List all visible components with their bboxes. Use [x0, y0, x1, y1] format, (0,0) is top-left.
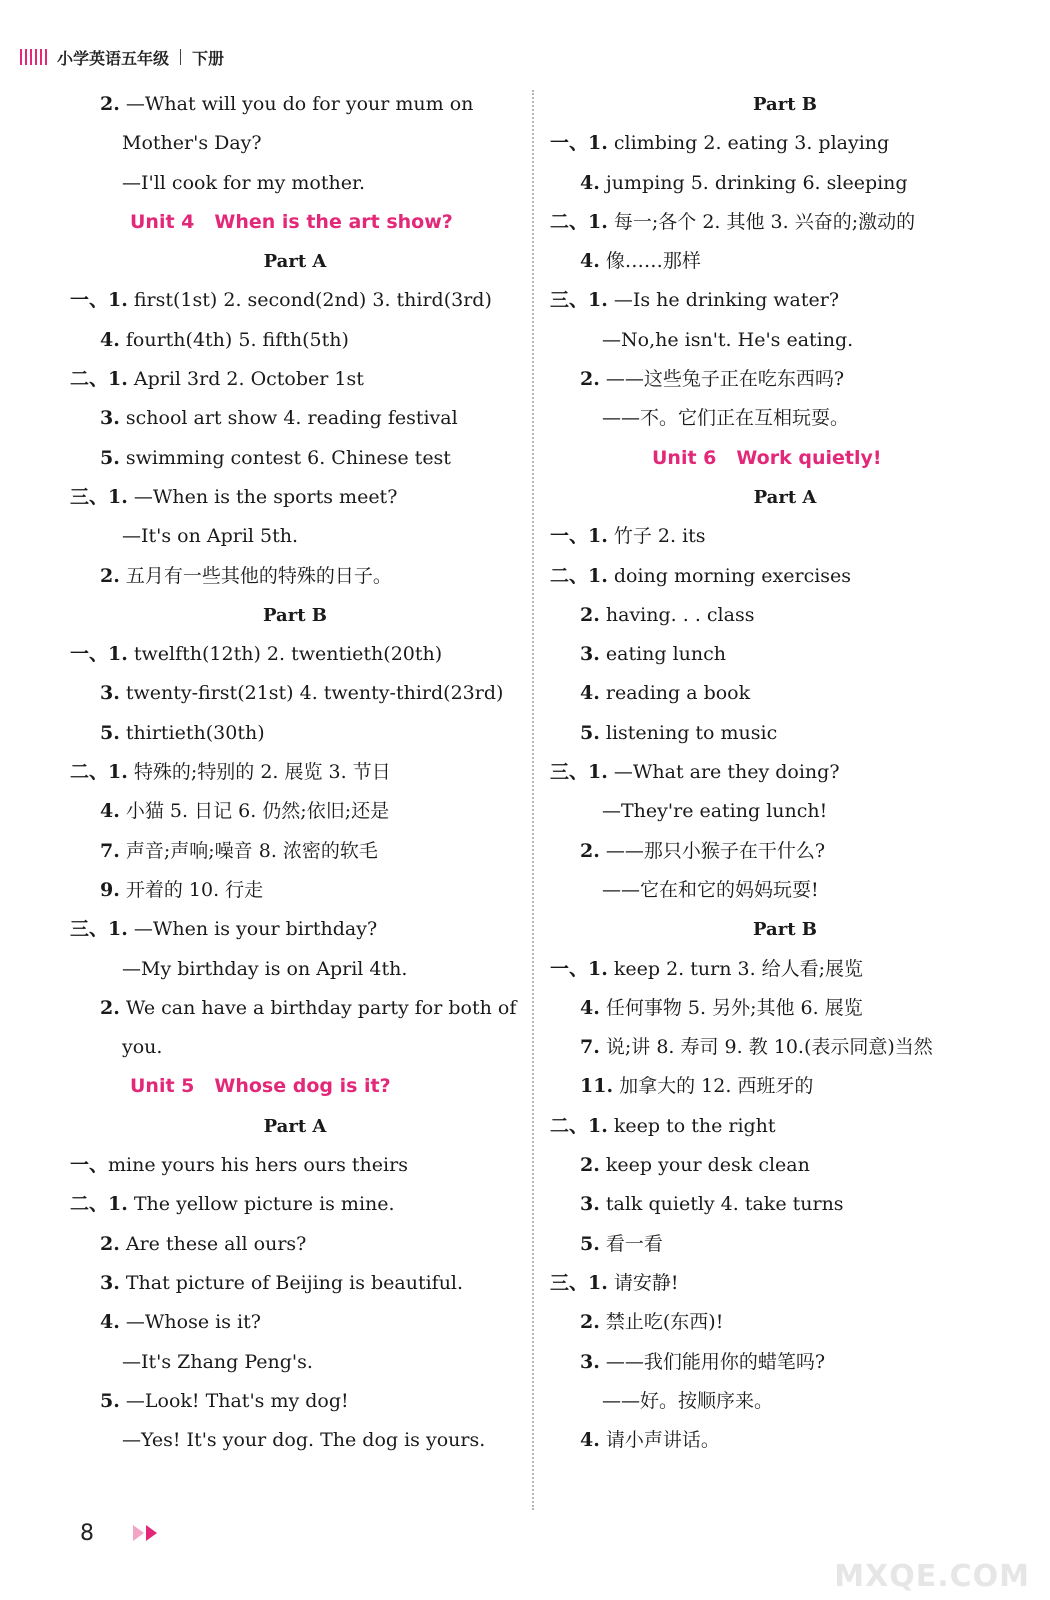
answer-line — [550, 1225, 1020, 1264]
answer-line — [550, 203, 1020, 242]
answer-text: 声音;声响;噪音 8. 浓密的软毛 — [119, 839, 378, 862]
unit-number: Unit 5 — [130, 1075, 195, 1098]
answer-text: That picture of Beijing is beautiful. — [119, 1271, 464, 1294]
part-heading: Part A — [263, 251, 327, 273]
answer-line — [550, 1107, 1020, 1146]
answer-line — [70, 281, 520, 320]
answer-text: —Is he drinking water? — [607, 289, 840, 312]
item-number: 4. — [580, 250, 600, 273]
answer-line — [550, 635, 1020, 674]
answer-line — [70, 792, 520, 831]
answer-text: listening to music — [599, 721, 778, 744]
item-number: 三、1. — [70, 918, 128, 941]
answer-line — [70, 1382, 520, 1421]
header-decoration-bars — [20, 49, 47, 65]
answer-line — [70, 124, 520, 163]
item-number: 二、1. — [550, 210, 608, 233]
item-number: 3. — [100, 407, 120, 430]
answer-line — [70, 478, 520, 517]
answer-line — [70, 1421, 520, 1460]
answer-line — [70, 871, 520, 910]
answer-line — [70, 1146, 520, 1185]
answer-line — [70, 753, 520, 792]
answer-text: 五月有一些其他的特殊的日子。 — [119, 564, 392, 587]
answer-line — [550, 753, 1020, 792]
answer-line — [70, 1185, 520, 1224]
answer-text: Mother's Day? — [122, 132, 262, 155]
answer-line — [550, 1146, 1020, 1185]
item-number: 一、 — [70, 1154, 109, 1177]
answer-text: you. — [122, 1036, 163, 1059]
answer-line — [550, 1421, 1020, 1460]
part-heading: Part B — [753, 919, 817, 941]
answer-text: ——我们能用你的蜡笔吗? — [599, 1350, 826, 1373]
answer-text: twenty-first(21st) 4. twenty-third(23rd) — [119, 682, 504, 705]
answer-text: 开着的 10. 行走 — [119, 878, 264, 901]
unit-heading — [70, 203, 520, 242]
answer-text: Are these all ours? — [119, 1232, 307, 1255]
item-number: 4. — [580, 1429, 600, 1452]
answer-line — [550, 360, 1020, 399]
item-number: 2. — [100, 564, 120, 587]
answer-line — [550, 281, 1020, 320]
answer-line — [70, 832, 520, 871]
answer-text: 任何事物 5. 另外;其他 6. 展览 — [599, 996, 863, 1019]
answer-line — [550, 596, 1020, 635]
answer-line — [550, 832, 1020, 871]
item-number: 4. — [580, 171, 600, 194]
answer-line — [550, 1343, 1020, 1382]
answer-text: jumping 5. drinking 6. sleeping — [599, 171, 908, 194]
answer-line — [550, 242, 1020, 281]
item-number: 4. — [100, 1311, 120, 1334]
answer-line — [550, 1067, 1020, 1106]
answer-text: ——那只小猴子在干什么? — [599, 839, 826, 862]
item-number: 5. — [100, 446, 120, 469]
answer-text: doing morning exercises — [607, 564, 852, 587]
item-number: 5. — [580, 721, 600, 744]
answer-text: ——好。按顺序来。 — [602, 1389, 774, 1412]
answer-line — [70, 714, 520, 753]
answer-text: ——这些兔子正在吃东西吗? — [599, 368, 845, 391]
answer-line — [550, 1303, 1020, 1342]
answer-line — [550, 557, 1020, 596]
answer-text: 每一;各个 2. 其他 3. 兴奋的;激动的 — [607, 210, 916, 233]
item-number: 三、1. — [550, 761, 608, 784]
answer-text: 看一看 — [599, 1232, 663, 1255]
answer-text: twelfth(12th) 2. twentieth(20th) — [127, 643, 443, 666]
answer-line — [550, 674, 1020, 713]
item-number: 2. — [100, 996, 120, 1019]
item-number: 3. — [100, 1271, 120, 1294]
item-number: 二、1. — [550, 564, 608, 587]
answer-line — [70, 557, 520, 596]
answer-text: swimming contest 6. Chinese test — [119, 446, 451, 469]
item-number: 7. — [100, 839, 120, 862]
unit-heading — [70, 1067, 520, 1106]
part-heading: Part A — [263, 1115, 327, 1137]
item-number: 4. — [580, 996, 600, 1019]
answer-line — [70, 517, 520, 556]
answer-text: —My birthday is on April 4th. — [122, 957, 408, 980]
header-separator — [180, 49, 181, 65]
answer-line — [70, 674, 520, 713]
item-number: 2. — [580, 839, 600, 862]
column-divider — [532, 90, 534, 1510]
answer-line — [550, 1382, 1020, 1421]
answer-line — [550, 1028, 1020, 1067]
answer-line — [70, 910, 520, 949]
item-number: 三、1. — [550, 289, 608, 312]
item-number: 三、1. — [70, 485, 128, 508]
answer-line — [70, 164, 520, 203]
answer-text: keep your desk clean — [599, 1154, 810, 1177]
answer-text: —What are they doing? — [607, 761, 840, 784]
item-number: 二、1. — [70, 368, 128, 391]
answer-text: —Look! That's my dog! — [119, 1389, 349, 1412]
item-number: 3. — [100, 682, 120, 705]
answer-line — [550, 399, 1020, 438]
answer-line — [550, 321, 1020, 360]
part-heading: Part B — [753, 94, 817, 115]
item-number: 二、1. — [70, 1193, 128, 1216]
item-number: 4. — [100, 800, 120, 823]
answer-line — [70, 1028, 520, 1067]
answer-line — [550, 714, 1020, 753]
answer-text: —What will you do for your mum on — [119, 93, 474, 115]
item-number: 5. — [100, 721, 120, 744]
answer-line — [70, 321, 520, 360]
answer-text: thirtieth(30th) — [119, 721, 265, 744]
answer-line — [70, 439, 520, 478]
answer-line — [550, 989, 1020, 1028]
answer-text: talk quietly 4. take turns — [599, 1193, 844, 1216]
page-number: 8 — [80, 1521, 94, 1546]
right-column — [550, 85, 1020, 1460]
answer-text: 小猫 5. 日记 6. 仍然;依旧;还是 — [119, 800, 390, 823]
part-heading: Part A — [753, 486, 817, 508]
item-number: 4. — [100, 328, 120, 351]
answer-text: keep to the right — [607, 1114, 776, 1137]
item-number: 3. — [580, 1193, 600, 1216]
unit-title: Work quietly! — [736, 446, 882, 469]
unit-title: When is the art show? — [214, 210, 453, 233]
item-number: 二、1. — [70, 761, 128, 784]
answer-line — [550, 124, 1020, 163]
watermark: MXQE.COM — [834, 1559, 1030, 1594]
answer-text: 说;讲 8. 寿司 9. 教 10.(表示同意)当然 — [599, 1036, 933, 1059]
answer-text: —They're eating lunch! — [602, 800, 828, 823]
item-number: 2. — [580, 603, 600, 626]
item-number: 一、1. — [550, 525, 608, 548]
item-number: 2. — [580, 1154, 600, 1177]
answer-line — [550, 1264, 1020, 1303]
item-number: 一、1. — [70, 289, 128, 312]
item-number: 9. — [100, 878, 120, 901]
unit-number: Unit 6 — [652, 446, 717, 469]
answer-text: 请安静! — [607, 1271, 679, 1294]
answer-line — [70, 360, 520, 399]
answer-line — [550, 792, 1020, 831]
item-number: 5. — [100, 1389, 120, 1412]
item-number: 4. — [580, 682, 600, 705]
answer-text: —When is your birthday? — [127, 918, 378, 941]
answer-text: 竹子 2. its — [607, 525, 706, 548]
answer-text: keep 2. turn 3. 给人看;展览 — [607, 957, 864, 980]
answer-text: —It's Zhang Peng's. — [122, 1350, 313, 1373]
item-number: 三、1. — [550, 1271, 608, 1294]
item-number: 二、1. — [550, 1114, 608, 1137]
answer-line — [70, 1343, 520, 1382]
answer-line — [70, 85, 520, 124]
answer-text: fourth(4th) 5. fifth(5th) — [119, 328, 349, 351]
part-heading: Part B — [263, 604, 327, 626]
item-number: 一、1. — [550, 132, 608, 155]
item-number: 11. — [580, 1075, 614, 1098]
answer-text: 特殊的;特别的 2. 展览 3. 节日 — [127, 761, 391, 784]
answer-text: —Whose is it? — [119, 1311, 261, 1334]
answer-text: eating lunch — [599, 643, 727, 666]
item-number: 一、1. — [550, 957, 608, 980]
unit-number: Unit 4 — [130, 210, 195, 233]
answer-text: 加拿大的 12. 西班牙的 — [613, 1075, 814, 1098]
book-volume: 下册 — [192, 48, 225, 68]
left-column — [70, 85, 520, 1460]
answer-line — [550, 164, 1020, 203]
answer-text: —Yes! It's your dog. The dog is yours. — [122, 1429, 486, 1452]
answer-line — [70, 989, 520, 1028]
answer-text: ——不。它们正在互相玩耍。 — [602, 407, 850, 430]
page-header — [20, 44, 224, 70]
answer-text: —When is the sports meet? — [127, 485, 398, 508]
answer-line — [70, 635, 520, 674]
answer-text: reading a book — [599, 682, 751, 705]
book-title: 小学英语五年级 — [57, 48, 170, 68]
answer-text: school art show 4. reading festival — [119, 407, 458, 430]
answer-text: —No,he isn't. He's eating. — [602, 328, 854, 351]
answer-text: —It's on April 5th. — [122, 525, 299, 548]
item-number: 7. — [580, 1036, 600, 1059]
answer-line — [70, 1225, 520, 1264]
answer-line — [70, 1264, 520, 1303]
page-arrows-icon — [133, 1525, 157, 1541]
answer-text: first(1st) 2. second(2nd) 3. third(3rd) — [127, 289, 492, 312]
item-number: 2. — [100, 1232, 120, 1255]
item-number: 3. — [580, 643, 600, 666]
answer-text: mine yours his hers ours theirs — [108, 1154, 408, 1177]
unit-title: Whose dog is it? — [214, 1075, 391, 1098]
answer-line — [550, 1185, 1020, 1224]
answer-text: The yellow picture is mine. — [127, 1193, 395, 1216]
unit-heading — [550, 439, 1020, 478]
answer-text: April 3rd 2. October 1st — [127, 368, 364, 391]
answer-text: 像……那样 — [599, 250, 701, 273]
answer-text: climbing 2. eating 3. playing — [607, 132, 890, 155]
item-number: 5. — [580, 1232, 600, 1255]
item-number: 2. — [580, 368, 600, 391]
answer-text: 请小声讲话。 — [599, 1429, 720, 1452]
answer-line — [550, 517, 1020, 556]
answer-text: having. . . class — [599, 603, 755, 626]
answer-text: ——它在和它的妈妈玩耍! — [602, 878, 819, 901]
item-number: 2. — [100, 93, 120, 115]
item-number: 2. — [580, 1311, 600, 1334]
answer-text: 禁止吃(东西)! — [599, 1311, 724, 1334]
item-number: 3. — [580, 1350, 600, 1373]
answer-line — [70, 950, 520, 989]
item-number: 一、1. — [70, 643, 128, 666]
answer-line — [70, 399, 520, 438]
answer-line — [550, 950, 1020, 989]
answer-line — [550, 871, 1020, 910]
answer-text: —I'll cook for my mother. — [122, 171, 365, 194]
answer-text: We can have a birthday party for both of — [119, 996, 517, 1019]
answer-line — [70, 1303, 520, 1342]
